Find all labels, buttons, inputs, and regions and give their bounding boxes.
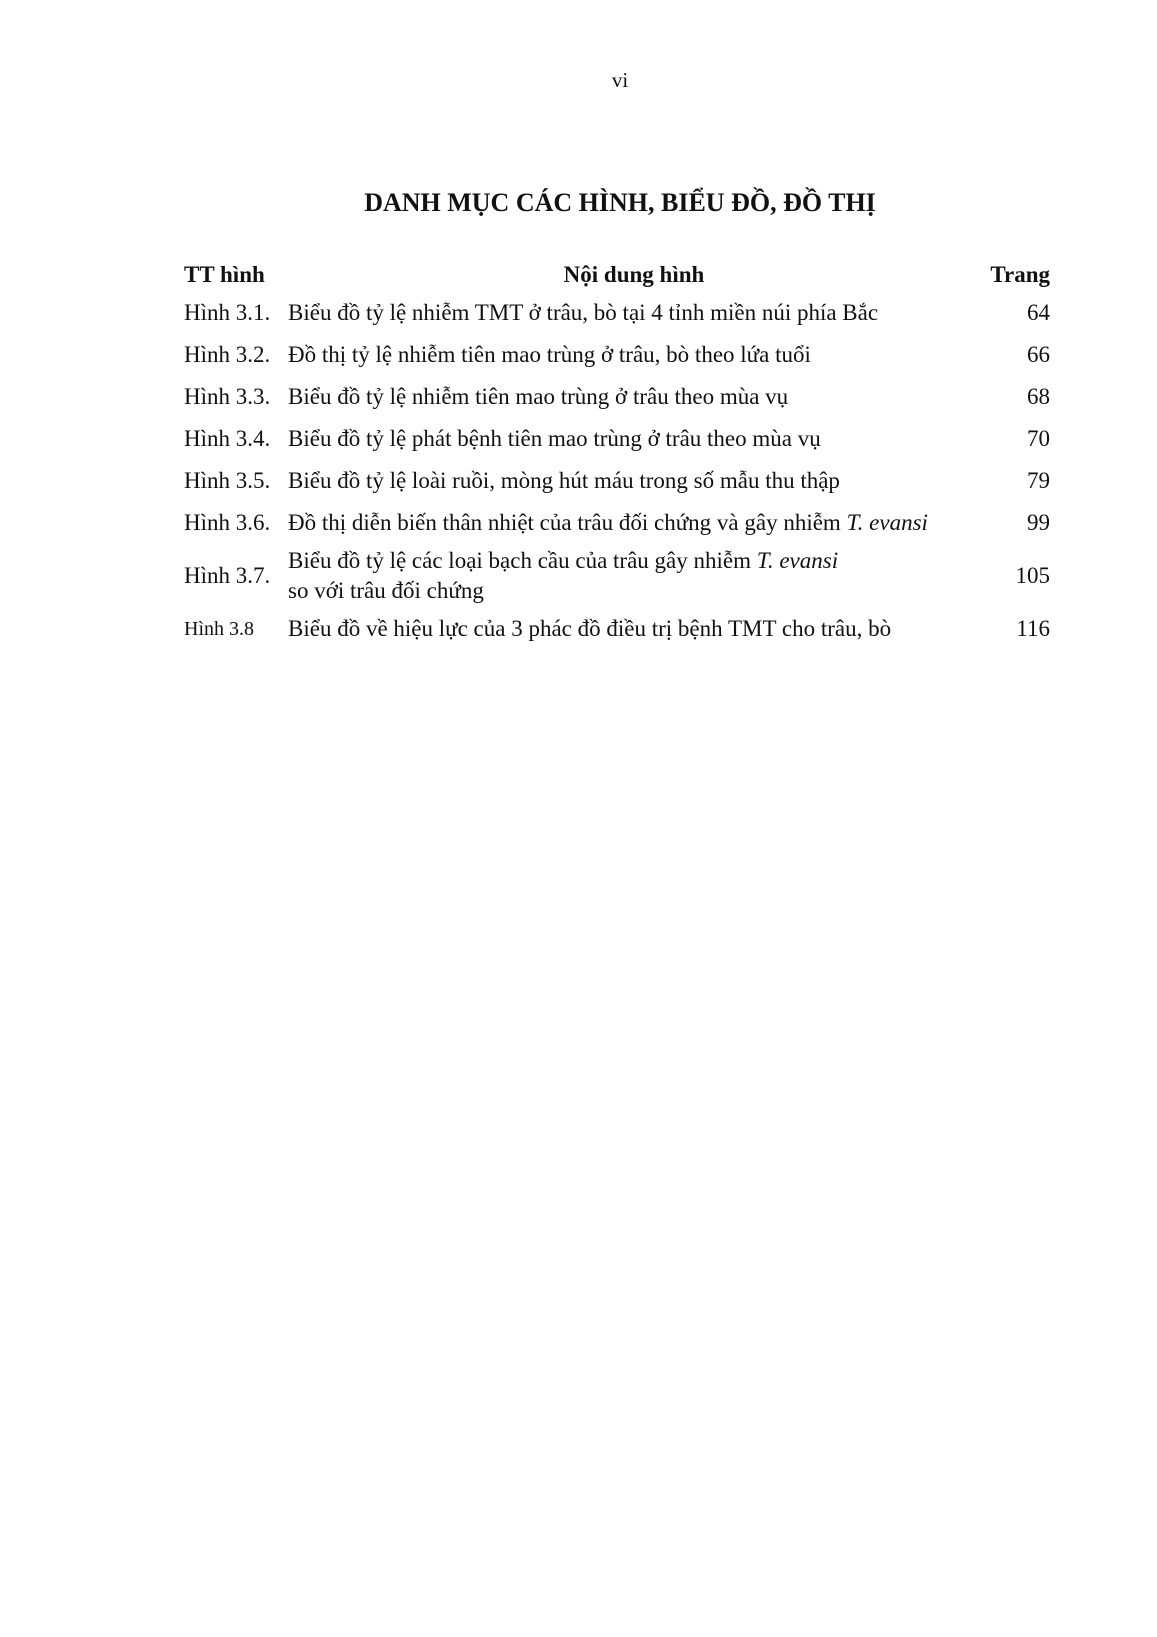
- figure-description: [288, 544, 980, 608]
- figure-description: Biểu đồ tỷ lệ loài ruồi, mòng hút máu trong số mẫu thu thập: [288, 468, 840, 493]
- table-row: [184, 334, 1050, 376]
- figure-number: Hình 3.2.: [184, 342, 271, 367]
- figure-description: Biểu đồ về hiệu lực của 3 phác đồ điều trị bệnh TMT cho trâu, bò: [288, 616, 892, 641]
- document-title: DANH MỤC CÁC HÌNH, BIỂU ĐỒ, ĐỒ THỊ: [364, 188, 876, 217]
- figure-description-text: Đồ thị diễn biến thân nhiệt của trâu đối chứng và gây nhiễm: [288, 510, 847, 535]
- table-row: [184, 544, 1050, 608]
- figure-page: 66: [1027, 342, 1050, 367]
- figure-number: Hình 3.6.: [184, 510, 271, 535]
- figure-number: Hình 3.3.: [184, 384, 271, 409]
- header-page: Trang: [990, 262, 1050, 287]
- table-row: [184, 608, 1050, 650]
- header-figure-number: TT hình: [184, 262, 265, 287]
- table-row: [184, 460, 1050, 502]
- figure-number: Hình 3.1.: [184, 300, 271, 325]
- figure-page: 79: [1027, 468, 1050, 493]
- figure-number: Hình 3.5.: [184, 468, 271, 493]
- table-header-row: [184, 256, 1050, 292]
- figure-number: Hình 3.8: [184, 618, 254, 640]
- figure-description: Biểu đồ tỷ lệ phát bệnh tiên mao trùng ở trâu theo mùa vụ: [288, 426, 821, 451]
- figure-description: Biểu đồ tỷ lệ nhiễm tiên mao trùng ở trâu theo mùa vụ: [288, 384, 789, 409]
- figure-page: 68: [1027, 384, 1050, 409]
- header-figure-content: Nội dung hình: [563, 262, 705, 287]
- figure-number: Hình 3.4.: [184, 426, 271, 451]
- species-name: T. evansi: [756, 548, 839, 573]
- figure-page: 105: [1015, 563, 1050, 588]
- table-row: [184, 376, 1050, 418]
- figure-list-table: [184, 256, 1050, 650]
- figure-description: [288, 502, 980, 544]
- figure-page: 70: [1027, 426, 1050, 451]
- figure-number: Hình 3.7.: [184, 563, 271, 588]
- figure-page: 64: [1027, 300, 1050, 325]
- table-row: [184, 418, 1050, 460]
- figure-description-text: Biểu đồ tỷ lệ các loại bạch cầu của trâu gây nhiễm: [288, 548, 757, 573]
- page-number: vi: [611, 68, 629, 92]
- species-name: T. evansi: [846, 510, 928, 535]
- figure-page: 116: [1016, 616, 1050, 641]
- table-row: [184, 502, 1050, 544]
- figure-description: Đồ thị tỷ lệ nhiễm tiên mao trùng ở trâu, bò theo lứa tuổi: [288, 342, 811, 367]
- figure-page: 99: [1027, 510, 1050, 535]
- table-row: [184, 292, 1050, 334]
- figure-description-continuation: so với trâu đối chứng: [288, 578, 484, 603]
- figure-description: Biểu đồ tỷ lệ nhiễm TMT ở trâu, bò tại 4 tỉnh miền núi phía Bắc: [288, 300, 879, 325]
